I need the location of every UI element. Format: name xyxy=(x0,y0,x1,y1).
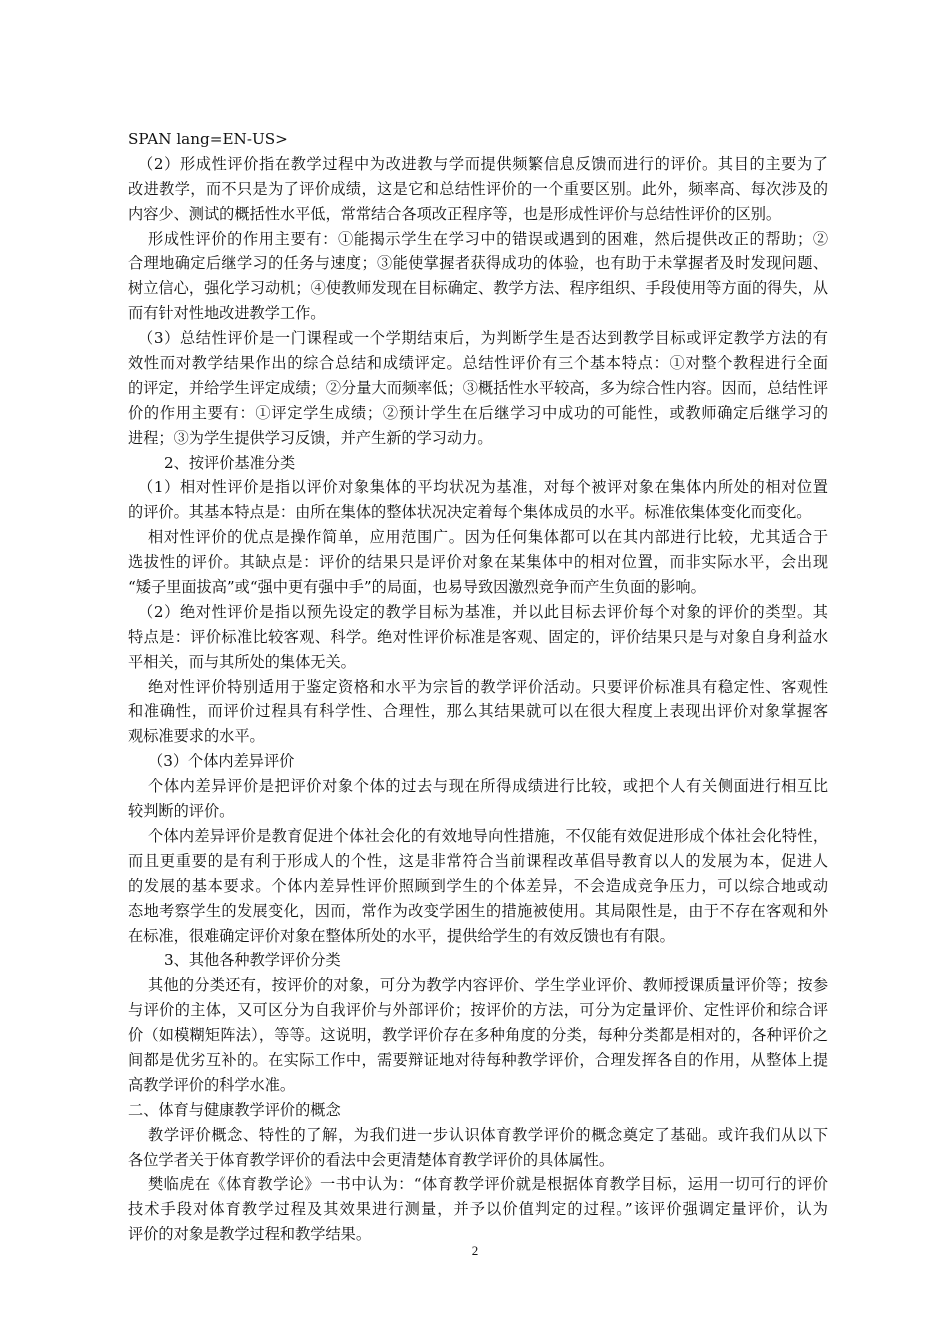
text-line: SPAN lang=EN-US> xyxy=(128,130,288,148)
text-line: 个体内差异评价是教育促进个体社会化的有效地导向性措施，不仅能有效促进形成个体社会化特性， xyxy=(148,826,828,845)
text-line: （1）相对性评价是指以评价对象集体的平均状况为基准，对每个被评对象在集体内所处的相对位置 xyxy=(138,478,828,497)
text-line: 的评价。其基本特点是：由所在集体的整体状况决定着每个集体成员的水平。标准依集体变化而变化。 xyxy=(128,503,812,522)
text-line: 2、按评价基准分类 xyxy=(164,453,296,472)
text-line: 技术手段对体育教学过程及其效果进行测量，并予以价值判定的过程。”该评价强调定量评价，认为 xyxy=(128,1200,828,1219)
text-line: 评价的对象是教学过程和教学结果。 xyxy=(128,1225,371,1244)
text-line: 教学评价概念、特性的了解，为我们进一步认识体育教学评价的概念奠定了基础。或许我们从以下 xyxy=(148,1125,828,1144)
text-line: 与评价的主体，又可区分为自我评价与外部评价；按评价的方法，可分为定量评价、定性评价和综合评 xyxy=(128,1001,828,1020)
text-line: 形成性评价的作用主要有：①能揭示学生在学习中的错误或遇到的困难，然后提供改正的帮助；② xyxy=(148,229,828,248)
text-line: 绝对性评价特别适用于鉴定资格和水平为宗旨的教学评价活动。只要评价标准具有稳定性、客观性 xyxy=(148,677,828,696)
text-line: 高教学评价的科学水准。 xyxy=(128,1075,296,1094)
text-line: 特点是：评价标准比较客观、科学。绝对性评价标准是客观、固定的，评价结果只是与对象自身利益水 xyxy=(128,627,828,646)
text-line: 改进教学，而不只是为了评价成绩，这是它和总结性评价的一个重要区别。此外，频率高、每次涉及的 xyxy=(128,179,828,198)
text-line: 各位学者关于体育教学评价的看法中会更清楚体育教学评价的具体属性。 xyxy=(128,1150,614,1169)
text-line: 个体内差异评价是把评价对象个体的过去与现在所得成绩进行比较，或把个人有关侧面进行相互比 xyxy=(148,777,828,796)
text-line: 间都是优劣互补的。在实际工作中，需要辩证地对待每种教学评价，合理发挥各自的作用，从整体上提 xyxy=(128,1050,828,1069)
text-line: 和准确性，而评价过程具有科学性、合理性，那么其结果就可以在很大程度上表现出评价对象掌握客 xyxy=(128,702,828,721)
text-line: 二、体育与健康教学评价的概念 xyxy=(128,1100,341,1119)
text-line: 效性而对教学结果作出的综合总结和成绩评定。总结性评价有三个基本特点：①对整个教程进行全面 xyxy=(128,354,828,373)
text-line: 樊临虎在《体育教学论》一书中认为：“体育教学评价就是根据体育教学目标，运用一切可行的评价 xyxy=(148,1175,828,1194)
text-line: （2）形成性评价指在教学过程中为改进教与学而提供频繁信息反馈而进行的评价。其目的主要为了 xyxy=(138,154,828,173)
text-line: 价（如模糊矩阵法），等等。这说明，教学评价存在多种角度的分类，每种分类都是相对的，各种评价之 xyxy=(128,1026,828,1045)
page-number: 2 xyxy=(471,1243,479,1258)
text-line: 较判断的评价。 xyxy=(128,802,235,821)
text-line: 而且更重要的是有利于形成人的个性，这是非常符合当前课程改革倡导教育以人的发展为本，促进人 xyxy=(128,851,828,870)
text-line: 在标准，很难确定评价对象在整体所处的水平，提供给学生的有效反馈也有有限。 xyxy=(128,926,675,945)
text-line: 价的作用主要有：①评定学生成绩；②预计学生在后继学习中成功的可能性，或教师确定后继学习的 xyxy=(128,403,828,422)
text-line: “矮子里面拔高”或“强中更有强中手”的局面，也易导致因激烈竞争而产生负面的影响。 xyxy=(128,578,706,597)
text-line: 平相关，而与其所处的集体无关。 xyxy=(128,652,356,671)
text-line: 其他的分类还有，按评价的对象，可分为教学内容评价、学生学业评价、教师授课质量评价等；按参 xyxy=(148,976,828,995)
text-line: 的发展的基本要求。个体内差异性评价照顾到学生的个体差异，不会造成竞争压力，可以综合地或动 xyxy=(128,876,828,895)
text-line: 而有针对性地改进教学工作。 xyxy=(128,304,326,323)
text-line: 内容少、测试的概括性水平低，常常结合各项改正程序等，也是形成性评价与总结性评价的区别。 xyxy=(128,204,782,223)
document-body xyxy=(128,127,828,1247)
text-line: 观标准要求的水平。 xyxy=(128,727,265,746)
text-line: 合理地确定后继学习的任务与速度；③能使掌握者获得成功的体验，也有助于未掌握者及时发现问题、 xyxy=(128,254,828,273)
text-line: 3、其他各种教学评价分类 xyxy=(164,951,341,970)
text-line: （3）个体内差异评价 xyxy=(148,752,295,771)
text-line: 选拔性的评价。其缺点是：评价的结果只是评价对象在某集体中的相对位置，而非实际水平，会出现 xyxy=(128,553,828,572)
text-line: （3）总结性评价是一门课程或一个学期结束后，为判断学生是否达到教学目标或评定教学方法的有 xyxy=(138,329,828,348)
text-line: 树立信心，强化学习动机；④使教师发现在目标确定、教学方法、程序组织、手段使用等方面的得失，从 xyxy=(128,279,828,298)
text-line: 相对性评价的优点是操作简单，应用范围广。因为任何集体都可以在其内部进行比较，尤其适合于 xyxy=(148,528,828,547)
text-line: 态地考察学生的发展变化，因而，常作为改变学困生的措施被使用。其局限性是，由于不存在客观和外 xyxy=(128,901,828,920)
text-line: 的评定，并给学生评定成绩；②分量大而频率低；③概括性水平较高，多为综合性内容。因而，总结性评 xyxy=(128,378,828,397)
text-line: 进程；③为学生提供学习反馈，并产生新的学习动力。 xyxy=(128,428,493,447)
text-line: （2）绝对性评价是指以预先设定的教学目标为基准，并以此目标去评价每个对象的评价的类型。其 xyxy=(138,602,828,621)
